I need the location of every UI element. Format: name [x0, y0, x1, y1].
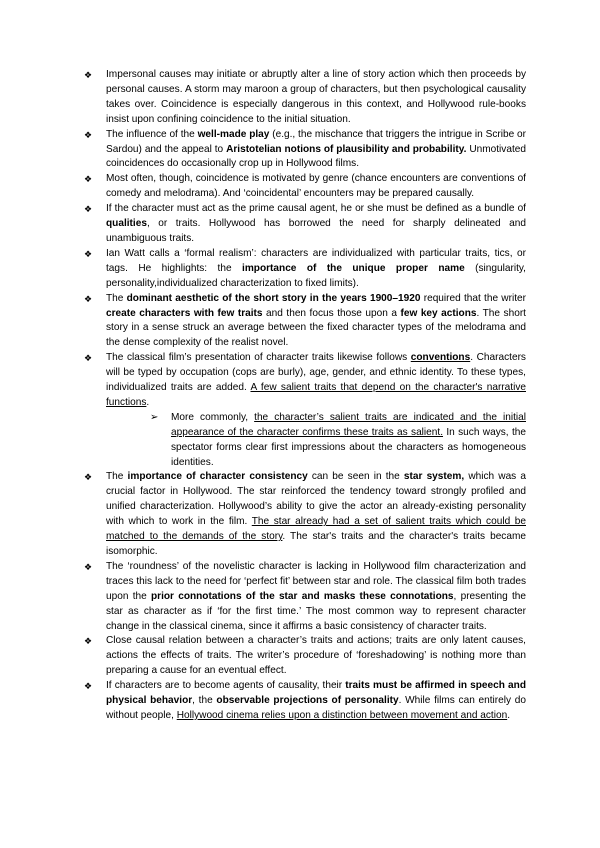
body-text: Most often, though, coincidence is motivated by genre (chance encounters are conventions of comedy and melodrama). And ‘coincidental’ encounters may be prepared causally. — [106, 173, 526, 200]
emphasis-text: few key actions — [400, 307, 477, 319]
body-text: If the character must act as the prime causal agent, he or she must be defined as a bundle of — [106, 203, 526, 215]
emphasis-text: traits must be affirmed in speech and physical behavior — [106, 680, 526, 707]
body-text: Close causal relation between a character’s traits and actions; traits are only latent causes, actions the effects of traits. The writer’s procedure of ‘foreshadowing’ is nothing more than preparing a cause for an eventual effect. — [106, 635, 526, 677]
body-text: The — [106, 471, 128, 483]
emphasis-text: Aristotelian notions of plausibility and probability. — [226, 143, 467, 155]
bullet-item — [84, 202, 526, 247]
body-text: The — [106, 292, 127, 304]
body-text: . The star's traits and the character's traits became isomorphic. — [106, 531, 526, 557]
bullet-item — [84, 172, 526, 202]
body-text: , or traits. Hollywood has borrowed the need for sharply delineated and unambiguous traits. — [106, 218, 526, 244]
body-text: The influence of the — [106, 128, 198, 140]
body-text: If characters are to become agents of causality, their — [106, 680, 346, 692]
body-text: The ‘roundness’ of the novelistic character is lacking in Hollywood film characterization and traces this lack to the need for ‘perfect fit’ between star and role. The classical film both trades upon the — [106, 560, 526, 602]
sub-bullet-list — [106, 411, 526, 471]
emphasis-text: conventions — [410, 352, 471, 364]
emphasis-text: Hollywood cinema relies upon a distinction between movement and action — [176, 709, 508, 721]
body-text: and then focus those upon a — [262, 307, 401, 319]
emphasis-text: A few salient traits that depend on the character's narrative functions — [106, 382, 526, 408]
body-text: (singularity, personality,individualized characterization to fixed limits). — [106, 262, 526, 289]
bullet-item — [84, 560, 526, 635]
emphasis-text: The star already had a set of salient traits which could be matched to the demands of the story — [106, 516, 526, 543]
body-text: . Characters will be typed by occupation (cops are burly), age, gender, and ethnic identity. To these types, individualized traits are added. — [106, 352, 526, 394]
emphasis-text: star system, — [403, 471, 465, 483]
bullet-list — [84, 68, 526, 724]
body-text: . — [507, 709, 511, 721]
body-text: required that the writer — [420, 292, 526, 304]
body-text: can be seen in the — [307, 471, 404, 483]
emphasis-text: create characters with few traits — [106, 307, 263, 319]
emphasis-text: prior connotations of the star and masks these connotations — [150, 590, 454, 602]
page-content — [84, 68, 526, 724]
emphasis-text: importance of the unique proper name — [242, 262, 465, 274]
emphasis-text: importance of character consistency — [127, 471, 308, 483]
body-text: , presenting the star as character as if ‘for the first time.’ The most common way to represent character change in the classical cinema, since it affirms a basic consistency of character traits. — [106, 590, 526, 632]
sub-bullet-item — [106, 411, 526, 471]
emphasis-text: dominant aesthetic of the short story in the years 1900–1920 — [126, 292, 421, 304]
emphasis-text: observable projections of personality — [216, 695, 399, 707]
bullet-item — [84, 292, 526, 352]
body-text: . While films can entirely do without people, — [106, 695, 526, 721]
bullet-item — [84, 634, 526, 679]
body-text: More commonly, — [171, 411, 255, 423]
bullet-item — [84, 128, 526, 173]
emphasis-text: the character’s salient traits are indicated and the initial appearance of the character confirms these traits as salient. — [171, 411, 526, 438]
body-text: . — [146, 396, 150, 408]
bullet-item — [84, 351, 526, 470]
body-text: which was a crucial factor in Hollywood. The star reinforced the tendency toward strongly profiled and unified characterization. Hollywood’s ability to give the actor an already-existing personality with which to work in the film. — [106, 471, 526, 528]
body-text: Ian Watt calls a ‘formal realism’: characters are individualized with particular traits, tics, or tags. He highlights: the — [106, 247, 526, 274]
body-text: (e.g., the mischance that triggers the intrigue in Scribe or Sardou) and the appeal to — [106, 128, 526, 155]
body-text: , the — [192, 695, 217, 707]
emphasis-text: well-made play — [197, 128, 270, 140]
body-text: . The short story in a sense struck an average between the fixed character types of the melodrama and the dense complexity of the realist novel. — [106, 307, 526, 349]
bullet-item — [84, 247, 526, 292]
body-text: The classical film’s presentation of character traits likewise follows — [106, 352, 411, 364]
body-text: Impersonal causes may initiate or abruptly alter a line of story action which then proceeds by personal causes. A storm may maroon a group of characters, but then psychological causality takes over. Coincidence is especially dangerous in this context, and Hollywood rule-books insist upon confining coincidence to the initial situation. — [106, 69, 526, 125]
body-text: In such ways, the spectator forms clear first impressions about the characters as homogeneous identities. — [171, 426, 526, 468]
body-text: Unmotivated coincidences do occasionally crop up in Hollywood films. — [106, 143, 526, 170]
bullet-item — [84, 470, 526, 559]
emphasis-text: qualities — [106, 218, 147, 230]
bullet-item — [84, 68, 526, 128]
bullet-item — [84, 679, 526, 724]
